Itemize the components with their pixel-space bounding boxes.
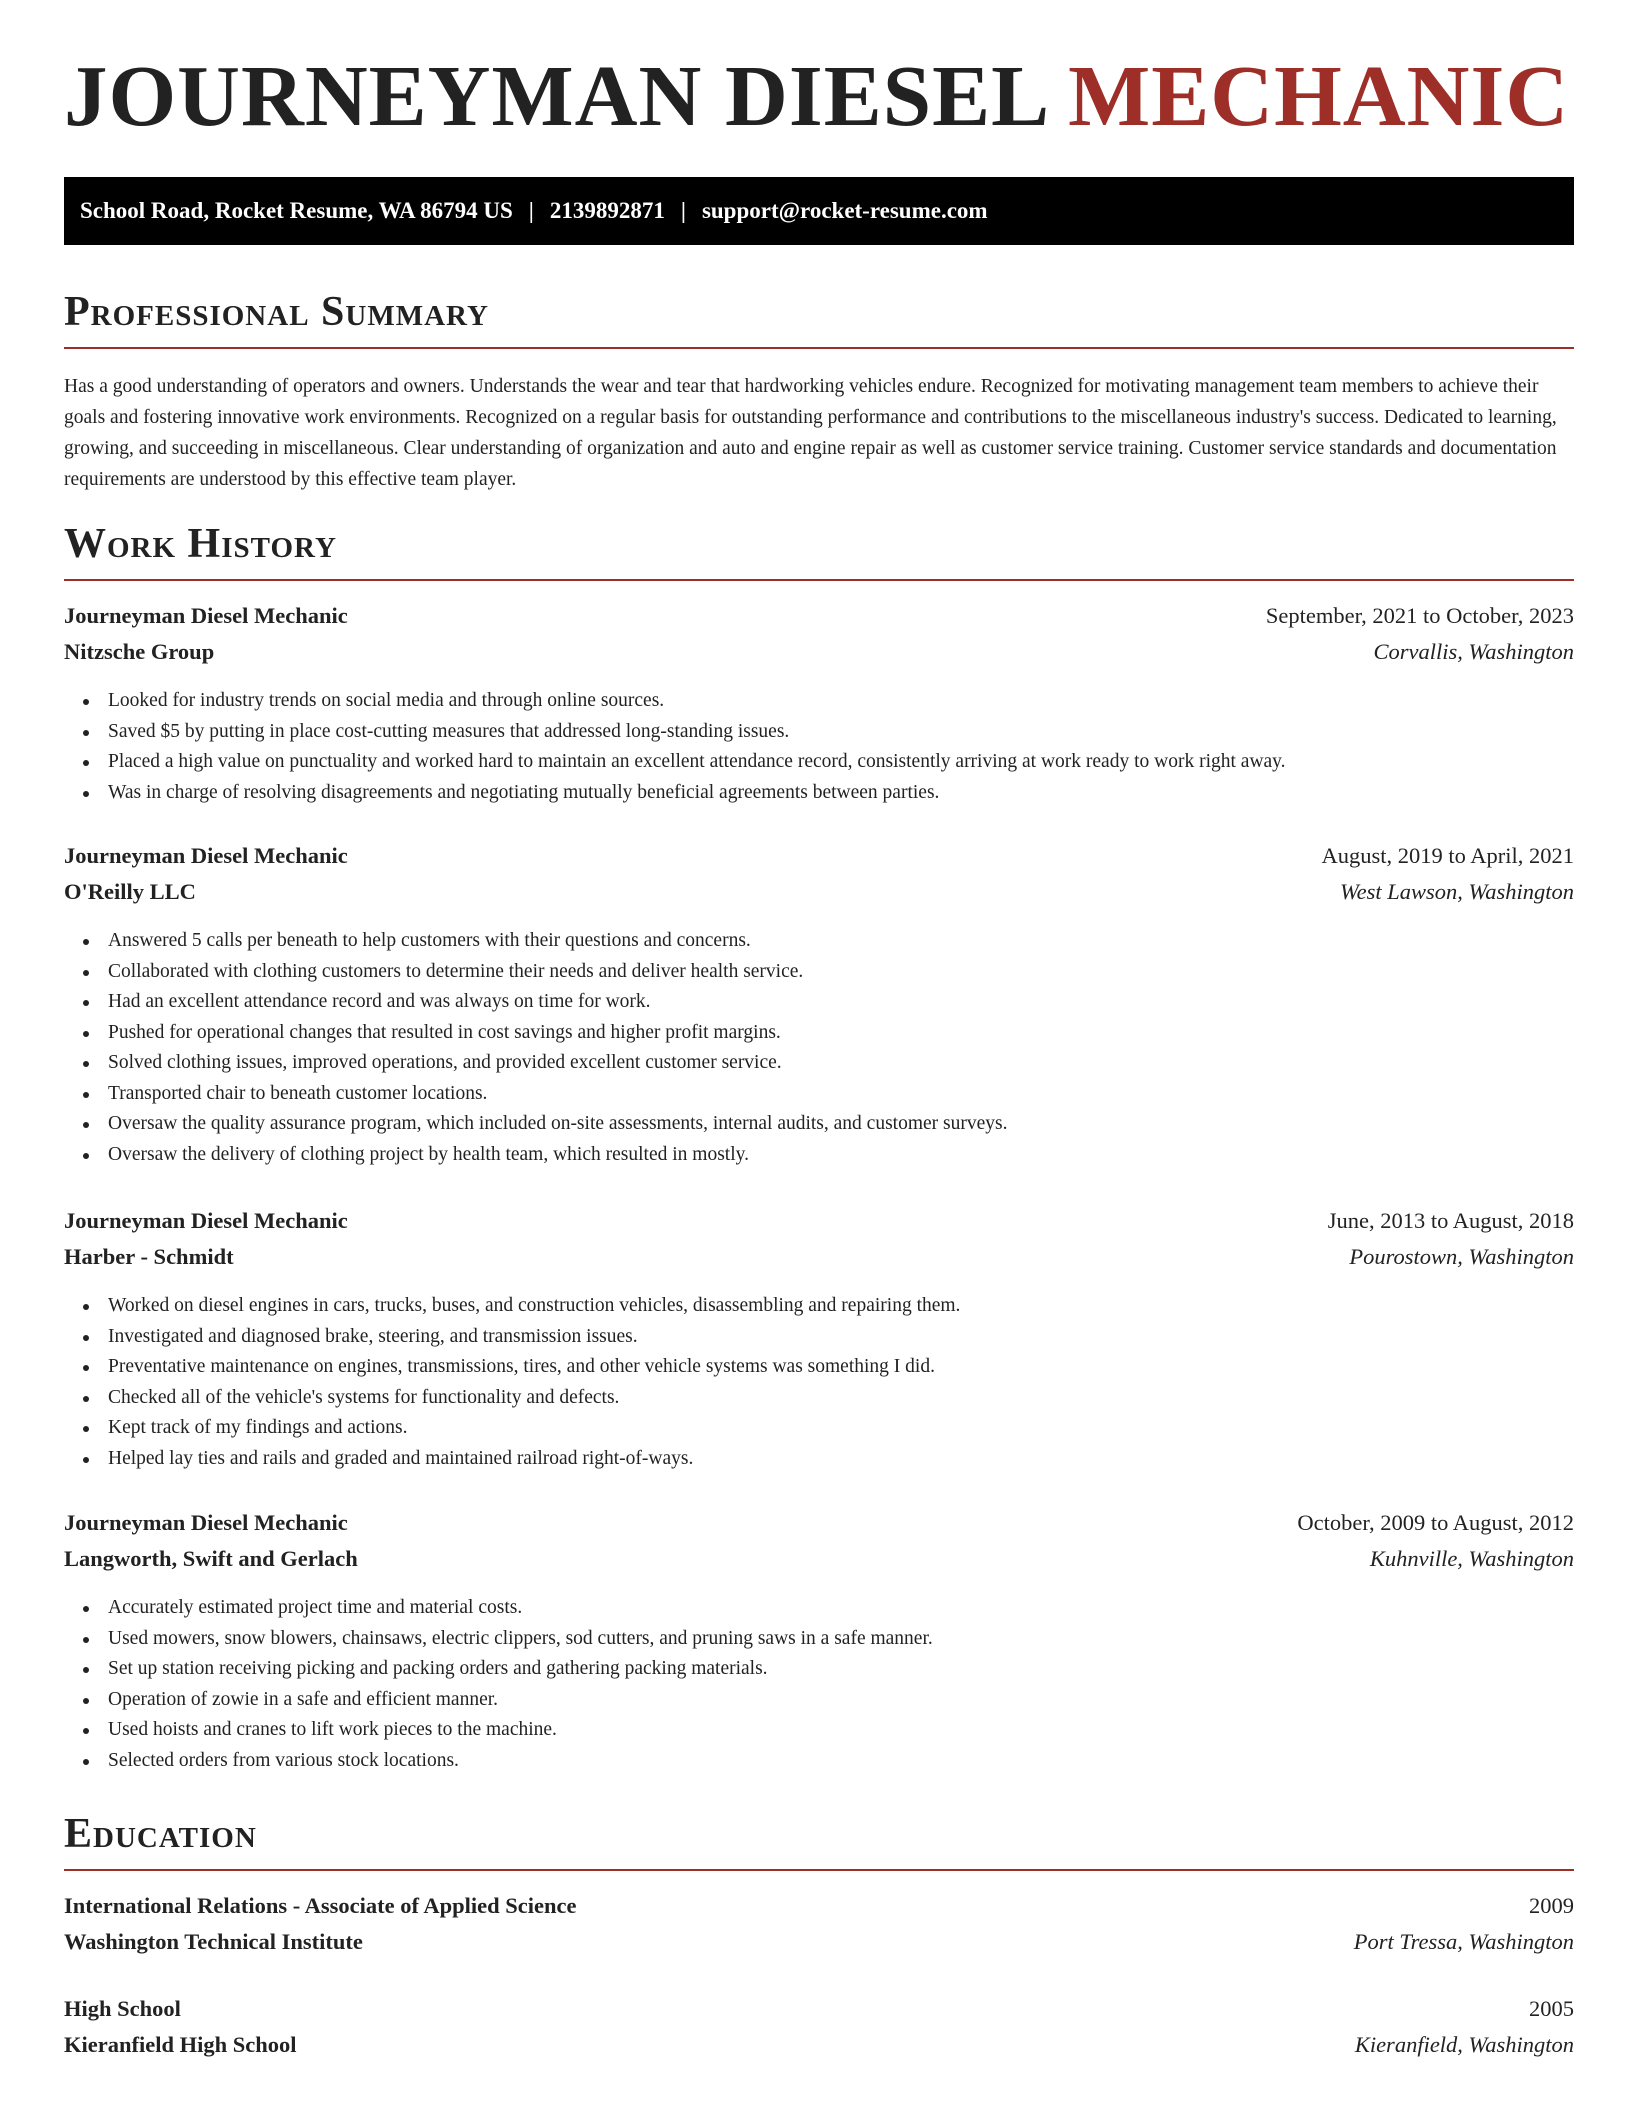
job-dates: October, 2009 to August, 2012 [1297,1510,1574,1535]
bullet-dot-icon [83,1606,89,1612]
job-bullet-text: Oversaw the quality assurance program, which included on-site assessments, internal audits, and customer surveys. [108,1113,1008,1134]
job-bullet [64,1413,1574,1444]
bullet-dot-icon [83,1031,89,1037]
job-bullets [64,926,1574,1170]
job-bullet-text: Used hoists and cranes to lift work pieces to the machine. [108,1719,557,1740]
job-header [64,1207,1574,1235]
bullet-dot-icon [83,1667,89,1673]
bullet-dot-icon [83,1637,89,1643]
job-bullet [64,1624,1574,1655]
job-location: West Lawson, Washington [1339,879,1574,904]
job-bullet-text: Collaborated with clothing customers to determine their needs and deliver health service. [108,960,804,982]
section-title-work-history: Work History [64,521,337,567]
education-header [64,1892,1574,1920]
job-company: O'Reilly LLC [64,879,196,904]
job-bullet-text: Had an excellent attendance record and was always on time for work. [108,991,651,1012]
bullet-dot-icon [83,1153,89,1159]
bullet-dot-icon [83,1092,89,1098]
job-bullet [64,1593,1574,1624]
job-bullet-text: Helped lay ties and rails and graded and maintained railroad right-of-ways. [108,1447,694,1469]
education-year: 2005 [1529,1996,1574,2021]
job-bullet-text: Selected orders from various stock locations. [108,1749,459,1771]
job-bullet [64,1079,1574,1110]
contact-bar [64,177,1574,245]
contact-separator: | [528,198,534,223]
job-dates: June, 2013 to August, 2018 [1327,1208,1574,1233]
job-bullet-text: Transported chair to beneath customer locations. [108,1082,488,1104]
job-bullet-text: Preventative maintenance on engines, transmissions, tires, and other vehicle systems was something I did. [108,1356,935,1377]
job-bullet [64,1352,1574,1383]
job-bullet [64,1140,1574,1171]
education-location: Port Tressa, Washington [1353,1929,1574,1954]
bullet-dot-icon [83,1457,89,1463]
job-bullet-text: Saved $5 by putting in place cost-cutting measures that addressed long-standing issues. [108,720,790,742]
bullet-dot-icon [83,730,89,736]
job-company: Langworth, Swift and Gerlach [64,1546,358,1571]
job-bullet-text: Solved clothing issues, improved operations, and provided excellent customer service. [108,1052,782,1073]
job-bullet [64,686,1574,717]
contact-email: support@rocket-resume.com [701,198,988,223]
job-bullet-text: Used mowers, snow blowers, chainsaws, electric clippers, sod cutters, and pruning saws in a safe manner. [108,1627,933,1649]
job-bullet [64,747,1574,778]
bullet-dot-icon [83,1122,89,1128]
job-bullet [64,1444,1574,1475]
education-school: Washington Technical Institute [64,1929,363,1954]
contact-separator: | [680,198,686,223]
job-dates: August, 2019 to April, 2021 [1321,843,1574,868]
job-dates: September, 2021 to October, 2023 [1265,603,1574,628]
job-location: Pourostown, Washington [1349,1244,1574,1269]
job-bullet-text: Kept track of my findings and actions. [108,1417,408,1438]
job-role: Journeyman Diesel Mechanic [64,1510,348,1535]
job-bullet-text: Checked all of the vehicle's systems for functionality and defects. [108,1386,620,1408]
education-subheader [64,1928,1574,1956]
bullet-dot-icon [83,791,89,797]
job-bullet-text: Set up station receiving picking and packing orders and gathering packing materials. [108,1658,768,1679]
job-bullet [64,1322,1574,1353]
job-subheader [64,1545,1574,1573]
job-bullet [64,778,1574,809]
education-subheader [64,2031,1574,2059]
summary-text: Has a good understanding of operators and owners. Understands the wear and tear that hardworking vehicles endure. Recognized for motivating management team members to achieve their goals and fostering innovative work environments. Recognized on a regular basis for outstanding performance and contributions to the miscellaneous industry's success. Dedicated to learning, growing, and succeeding in miscellaneous. Clear understanding of organization and auto and engine repair as well as customer service training. Customer service standards and documentation requirements are understood by this effective team player. [64,376,1557,490]
resume-title [64,47,1570,144]
job-role: Journeyman Diesel Mechanic [64,843,348,868]
job-header [64,1509,1574,1537]
bullet-dot-icon [83,1426,89,1432]
bullet-dot-icon [83,1304,89,1310]
education-degree: International Relations - Associate of Applied Science [64,1893,577,1918]
job-bullet-text: Was in charge of resolving disagreements and negotiating mutually beneficial agreements between parties. [108,781,940,803]
job-bullet [64,1018,1574,1049]
bullet-dot-icon [83,1396,89,1402]
bullet-dot-icon [83,1728,89,1734]
job-bullet [64,1654,1574,1685]
job-bullet-text: Looked for industry trends on social media and through online sources. [108,690,665,711]
education-header [64,1995,1574,2023]
job-location: Kuhnville, Washington [1369,1546,1574,1571]
education-degree: High School [64,1996,181,2021]
bullet-dot-icon [83,1335,89,1341]
bullet-dot-icon [83,699,89,705]
section-title-summary: Professional Summary [64,289,489,335]
bullet-dot-icon [83,1061,89,1067]
job-bullets [64,686,1574,808]
job-role: Journeyman Diesel Mechanic [64,603,348,628]
job-company: Nitzsche Group [64,639,215,664]
job-subheader [64,878,1574,906]
bullet-dot-icon [83,1365,89,1371]
job-header [64,602,1574,630]
job-company: Harber - Schmidt [64,1244,234,1269]
contact-phone: 2139892871 [549,198,665,223]
job-bullet [64,1109,1574,1140]
job-bullets [64,1291,1574,1474]
bullet-dot-icon [83,760,89,766]
job-bullet [64,1383,1574,1414]
job-bullet [64,1746,1574,1777]
job-bullet [64,926,1574,957]
bullet-dot-icon [83,1000,89,1006]
job-location: Corvallis, Washington [1373,639,1574,664]
bullet-dot-icon [83,939,89,945]
job-bullet [64,1685,1574,1716]
contact-address: School Road, Rocket Resume, WA 86794 US [80,198,513,223]
job-bullet-text: Operation of zowie in a safe and efficient manner. [108,1688,499,1710]
job-bullet-text: Answered 5 calls per beneath to help customers with their questions and concerns. [108,930,751,951]
job-bullet [64,1715,1574,1746]
job-role: Journeyman Diesel Mechanic [64,1208,348,1233]
education-year: 2009 [1529,1893,1574,1918]
education-location: Kieranfield, Washington [1354,2032,1574,2057]
bullet-dot-icon [83,1698,89,1704]
section-title-education: Education [64,1811,257,1857]
education-school: Kieranfield High School [64,2032,297,2057]
job-header [64,842,1574,870]
job-bullet [64,987,1574,1018]
job-bullet-text: Worked on diesel engines in cars, trucks, buses, and construction vehicles, disassembling and repairing them. [108,1295,961,1316]
job-bullet-text: Investigated and diagnosed brake, steering, and transmission issues. [108,1325,638,1347]
section-divider [64,1869,1574,1871]
job-bullet [64,717,1574,748]
section-divider [64,579,1574,581]
job-subheader [64,638,1574,666]
job-bullet-text: Accurately estimated project time and material costs. [108,1597,523,1618]
title-main: JOURNEYMAN DIESEL [64,47,1046,144]
job-bullet-text: Pushed for operational changes that resulted in cost savings and higher profit margins. [108,1021,781,1043]
job-bullet [64,1291,1574,1322]
job-bullet [64,957,1574,988]
job-bullet [64,1048,1574,1079]
bullet-dot-icon [83,1759,89,1765]
job-bullets [64,1593,1574,1776]
job-bullet-text: Placed a high value on punctuality and worked hard to maintain an excellent attendance record, consistently arriving at work ready to work right away. [108,751,1286,772]
job-bullet-text: Oversaw the delivery of clothing project by health team, which resulted in mostly. [108,1143,749,1165]
job-subheader [64,1243,1574,1271]
section-divider [64,347,1574,349]
bullet-dot-icon [83,970,89,976]
title-accent: MECHANIC [1068,47,1570,144]
